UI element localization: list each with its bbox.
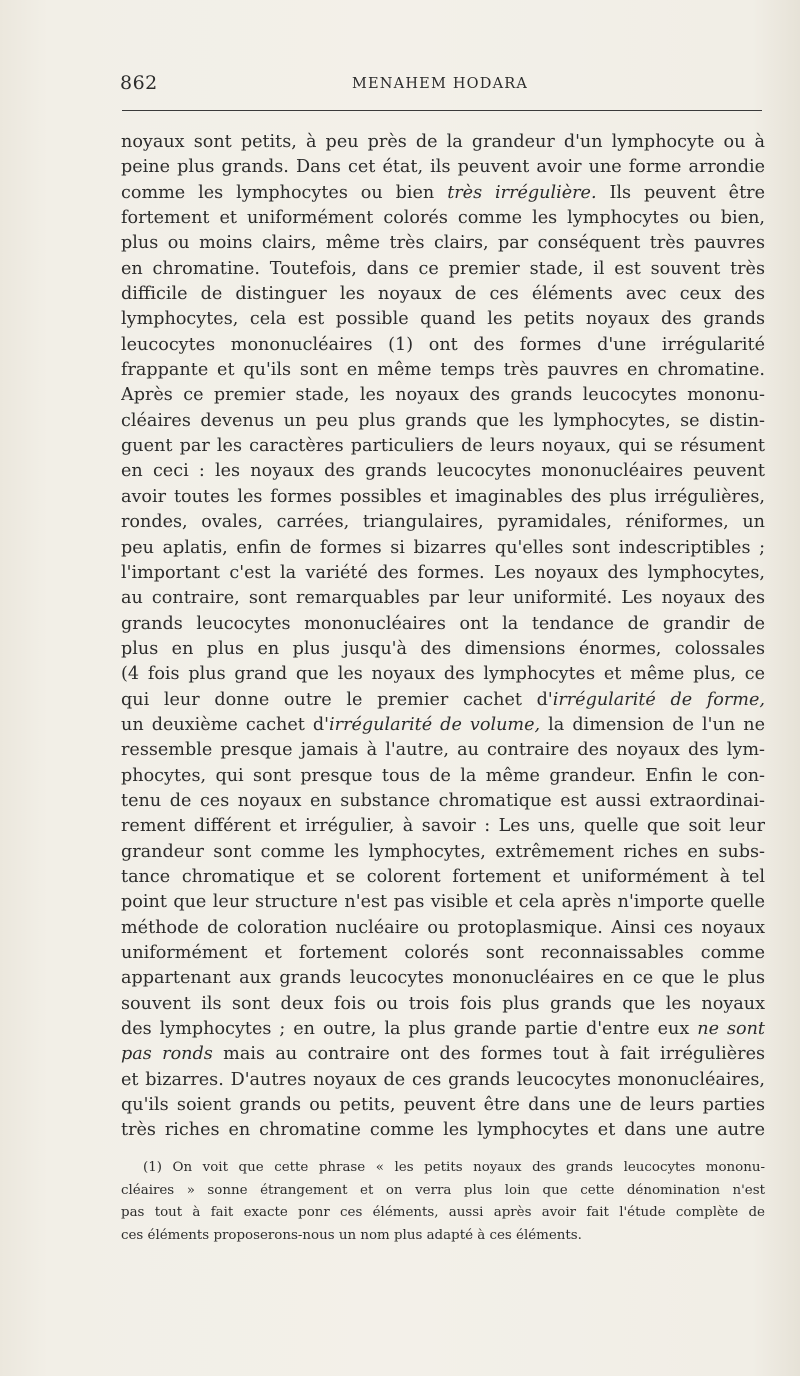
- footnote-line: pas tout à fait exacte ponr ces éléments, aussi après avoir fait l'étude complète de: [121, 1205, 765, 1220]
- text-line: plus ou moins clairs, même très clairs, par conséquent très pauvres: [121, 233, 765, 254]
- text-line: leucocytes mononucléaires (1) ont des formes d'une irrégularité: [121, 334, 765, 355]
- text-line: tance chromatique et se colorent fortement et uniformément à tel: [121, 866, 765, 887]
- text-fragment: des lymphocytes ; en outre, la plus grande partie d'entre eux: [121, 1019, 690, 1040]
- text-line: très riches en chromatine comme les lymphocytes et dans une autre: [121, 1120, 765, 1141]
- italic-emphasis: ne sont: [697, 1019, 765, 1040]
- text-line: difficile de distinguer les noyaux de ces éléments avec ceux des: [121, 284, 765, 305]
- text-line: guent par les caractères particuliers de leurs noyaux, qui se résument: [121, 436, 765, 457]
- text-line: fortement et uniformément colorés comme les lymphocytes ou bien,: [121, 208, 765, 229]
- text-line: au contraire, sont remarquables par leur uniformité. Les noyaux des: [121, 588, 765, 609]
- text-line: peu aplatis, enfin de formes si bizarres qu'elles sont indescriptibles ;: [121, 537, 765, 558]
- text-fragment: qui leur donne outre le premier cachet d': [121, 689, 553, 710]
- text-line: grands leucocytes mononucléaires ont la tendance de grandir de: [121, 613, 765, 634]
- italic-emphasis: irrégularité de volume,: [329, 714, 541, 735]
- text-line: (4 fois plus grand que les noyaux des lymphocytes et même plus, ce: [121, 664, 765, 685]
- text-line: noyaux sont petits, à peu près de la grandeur d'un lymphocyte ou à: [121, 132, 765, 152]
- text-line: [121, 1042, 765, 1067]
- running-title: MENAHEM HODARA: [351, 76, 529, 92]
- text-line: [121, 713, 765, 738]
- text-line: grandeur sont comme les lymphocytes, extrêmement riches en subs-: [121, 841, 765, 862]
- text-line: cléaires devenus un peu plus grands que les lymphocytes, se distin-: [121, 410, 765, 431]
- text-line: l'important c'est la variété des formes. Les noyaux des lymphocytes,: [121, 562, 765, 583]
- text-line: [121, 688, 765, 713]
- italic-emphasis: pas ronds: [121, 1044, 213, 1065]
- text-fragment: comme les lymphocytes ou bien: [121, 182, 435, 203]
- text-line: phocytes, qui sont presque tous de la même grandeur. Enfin le con-: [121, 765, 765, 786]
- text-line: avoir toutes les formes possibles et imaginables des plus irrégulières,: [121, 486, 765, 507]
- body-text: [121, 130, 765, 1144]
- italic-emphasis: très irrégulière.: [447, 182, 597, 203]
- text-line: souvent ils sont deux fois ou trois fois plus grands que les noyaux: [121, 993, 765, 1014]
- page-header: [120, 72, 760, 102]
- text-fragment: Ils peuvent être: [596, 182, 765, 203]
- header-rule: [122, 110, 762, 111]
- italic-emphasis: irrégularité de forme,: [552, 689, 765, 710]
- text-line: plus en plus en plus jusqu'à des dimensions énormes, colossales: [121, 638, 765, 659]
- text-line: [121, 1017, 765, 1042]
- text-fragment: la dimension de l'un ne: [540, 714, 765, 735]
- text-fragment: mais au contraire ont des formes tout à fait irrégulières: [212, 1044, 765, 1065]
- text-line: rement différent et irrégulier, à savoir : Les uns, quelle que soit leur: [121, 816, 765, 837]
- text-line: et bizarres. D'autres noyaux de ces grands leucocytes mononucléaires,: [121, 1069, 765, 1090]
- footnote: [121, 1157, 765, 1247]
- text-line: méthode de coloration nucléaire ou protoplasmique. Ainsi ces noyaux: [121, 917, 765, 938]
- text-line: appartenant aux grands leucocytes mononucléaires en ce que le plus: [121, 968, 765, 989]
- text-line: frappante et qu'ils sont en même temps très pauvres en chromatine.: [121, 360, 765, 381]
- text-line: tenu de ces noyaux en substance chromatique est aussi extraordinai-: [121, 790, 765, 811]
- text-line: [121, 181, 765, 206]
- text-line: point que leur structure n'est pas visible et cela après n'importe quelle: [121, 892, 765, 913]
- text-fragment: un deuxième cachet d': [121, 714, 330, 735]
- text-line: Après ce premier stade, les noyaux des grands leucocytes mononu-: [121, 385, 765, 406]
- text-line: rondes, ovales, carrées, triangulaires, pyramidales, réniformes, un: [121, 512, 765, 533]
- text-line: ressemble presque jamais à l'autre, au contraire des noyaux des lym-: [121, 740, 765, 761]
- text-line: qu'ils soient grands ou petits, peuvent être dans une de leurs parties: [121, 1095, 765, 1116]
- footnote-line: cléaires » sonne étrangement et on verra plus loin que cette dénomination n'est: [121, 1182, 765, 1198]
- text-line: peine plus grands. Dans cet état, ils peuvent avoir une forme arrondie: [121, 157, 765, 178]
- footnote-line: ces éléments proposerons-nous un nom plus adapté à ces éléments.: [121, 1227, 582, 1243]
- text-line: en chromatine. Toutefois, dans ce premier stade, il est souvent très: [121, 258, 765, 279]
- footnote-line: (1) On voit que cette phrase « les petits noyaux des grands leucocytes mononu-: [143, 1160, 765, 1175]
- text-line: lymphocytes, cela est possible quand les petits noyaux des grands: [121, 309, 765, 330]
- text-line: en ceci : les noyaux des grands leucocytes mononucléaires peuvent: [121, 461, 765, 482]
- text-line: uniformément et fortement colorés sont reconnaissables comme: [121, 943, 765, 963]
- page-number: 862: [120, 72, 158, 94]
